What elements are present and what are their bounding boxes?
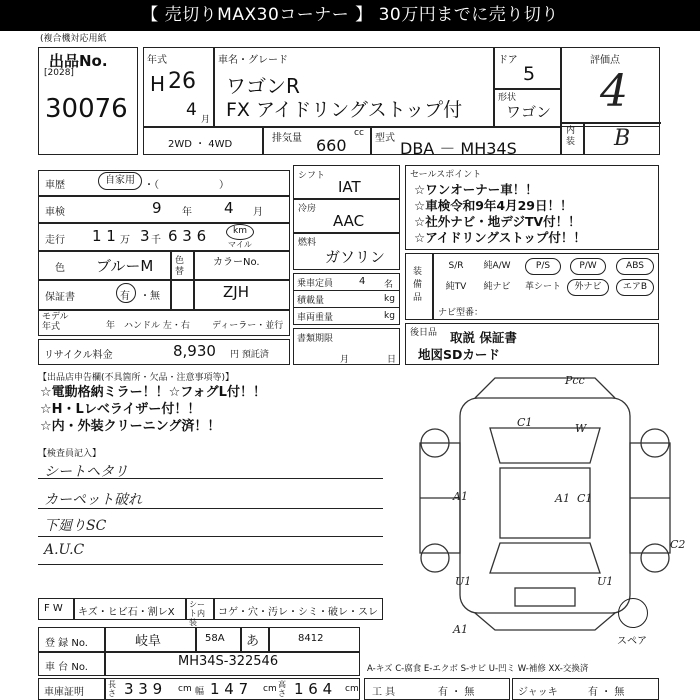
year-tag: [2028] <box>44 68 74 78</box>
mark-a1-rear: A1 <box>453 623 468 636</box>
history-label: 車歴 <box>45 180 65 191</box>
inspector-title: 【検査員記入】 <box>38 449 102 459</box>
capacity-unit: 名 <box>384 280 394 290</box>
equip-tv: 純TV <box>445 282 467 292</box>
width: 1 4 7 <box>210 680 249 698</box>
model-year-mark: 年 <box>106 321 116 331</box>
era: H <box>150 72 166 96</box>
navi-label: ナビ型番： <box>438 308 484 318</box>
note-3: ☆内・外装クリーニング済！！ <box>40 419 221 434</box>
rear-right-wheel <box>641 544 669 572</box>
cert-label: 車庫証明 <box>44 687 84 698</box>
reg-class: 58A <box>205 633 225 644</box>
doc-day: 日 <box>387 355 397 365</box>
mark-a1-right: A1 <box>555 492 570 505</box>
sales-title: セールスポイント <box>410 170 482 180</box>
dealer: ディーラー・並行 <box>212 321 284 331</box>
reg-pref: 岐阜 <box>135 634 162 649</box>
cc-unit: cc <box>354 128 364 138</box>
inspect-month-unit: 月 <box>253 207 263 218</box>
equip-navi: 純ナビ <box>483 282 511 292</box>
chassis: MH34S-322546 <box>178 654 279 669</box>
score-label: 評価点 <box>590 55 620 66</box>
car-diagram <box>405 368 695 638</box>
sub-note: (複合機対応用紙 <box>40 34 107 44</box>
doc-month: 月 <box>340 355 350 365</box>
tools-value: 有 ・ 無 <box>438 687 475 698</box>
front-bumper <box>475 378 615 398</box>
equip-pw: P/W <box>570 258 606 275</box>
equip-label: 装備品 <box>413 267 423 303</box>
doors: 5 <box>523 63 536 85</box>
handle: ハンドル 左・右 <box>124 321 190 331</box>
length-unit: cm <box>178 684 192 694</box>
left-table <box>38 170 290 310</box>
weight-label: 車両重量 <box>297 313 334 323</box>
reg-kana: あ <box>246 634 260 649</box>
mark-u1-right: U1 <box>597 575 614 588</box>
sen-unit: 千 <box>151 235 161 246</box>
score: 4 <box>600 66 628 117</box>
model-year-label: モデル年式 <box>42 312 69 332</box>
doc-label: 書類期限 <box>297 334 334 344</box>
km-unit: km <box>233 226 247 236</box>
rear-value: 取説 保証書 <box>450 330 517 345</box>
reg-label: 登 録 No. <box>45 638 88 649</box>
fuel-label: 燃料 <box>298 238 317 248</box>
warranty-yes: 有 <box>120 291 130 302</box>
warranty-label: 保証書 <box>45 292 75 303</box>
lot-number: 30076 <box>45 94 128 124</box>
load-label: 積載量 <box>297 296 325 306</box>
length: 3 3 9 <box>124 680 163 698</box>
month: 4 <box>186 100 197 120</box>
fuel: ガソリン <box>325 248 386 266</box>
inspect-year: 9 <box>152 199 162 217</box>
fw-text: キズ・ヒビ石・割レX <box>78 607 175 618</box>
equip-sr: S/R <box>448 261 464 271</box>
inspect-year-unit: 年 <box>182 207 192 218</box>
mile-unit: マイル <box>228 240 252 249</box>
history-rest: ・（ ） <box>144 180 229 191</box>
ac-label: 冷房 <box>298 204 317 214</box>
lot-label: 出品No. <box>49 52 108 70</box>
jack-value: 有 ・ 無 <box>588 687 625 698</box>
inspect-month: 4 <box>224 199 234 217</box>
model: DBA － MH34S <box>400 139 517 158</box>
history-value: 自家用 <box>98 172 142 190</box>
fw-label: F W <box>44 603 63 614</box>
inspector-note-4: A.U.C <box>44 542 85 558</box>
equip-leather: 革シート <box>524 282 561 292</box>
mileage-label: 走行 <box>45 235 65 246</box>
recycle-label: リサイクル料金 <box>44 350 113 361</box>
tools-label: 工 具 <box>372 687 396 698</box>
equip-ps: P/S <box>525 258 561 275</box>
note-2: ☆H・Lレベライザー付！！ <box>40 402 201 417</box>
lot-box <box>38 47 138 155</box>
inspector-note-3: 下廻りSC <box>44 518 107 534</box>
mark-c1-roof: C1 <box>517 416 533 429</box>
capacity: 4 <box>359 276 366 287</box>
displacement: 660 <box>316 136 347 155</box>
drive: 2WD ・ 4WD <box>168 139 233 150</box>
mark-u1-left: U1 <box>455 575 472 588</box>
width-unit: cm <box>263 684 277 694</box>
door-label: ドア <box>498 55 518 66</box>
equip-aw: 純A/W <box>483 261 511 271</box>
mark-c1-right: C1 <box>577 492 593 505</box>
height: 1 6 4 <box>294 680 333 698</box>
chassis-label: 車 台 No. <box>45 662 88 673</box>
grade: FX アイドリングストップ付 <box>226 99 463 121</box>
man-unit: 万 <box>120 235 130 246</box>
color-no: ZJH <box>223 283 249 301</box>
rear-window <box>490 543 600 573</box>
car-name: ワゴンR <box>226 74 300 98</box>
seat-text: コゲ・穴・汚レ・シミ・破レ・スレ <box>218 607 378 618</box>
spare-label: スペア <box>617 636 647 647</box>
shift: IAT <box>338 178 361 196</box>
shape-label: 形状 <box>498 93 517 103</box>
weight-unit: kg <box>384 311 395 321</box>
equip-airbag: エアB <box>616 279 654 296</box>
recycle-value: 8,930 <box>173 342 216 360</box>
mark-pcc: Pcc <box>565 374 585 387</box>
height-unit: cm <box>345 684 359 694</box>
rear-value-2: 地図SDカード <box>418 347 500 362</box>
ac: AAC <box>333 212 365 230</box>
interior-label: 内装 <box>566 126 576 147</box>
shape: ワゴン <box>506 103 552 121</box>
interior: B <box>614 126 631 151</box>
warranty-no: ・無 <box>140 291 160 302</box>
reg-num: 8412 <box>298 633 324 644</box>
color-value: ブルーM <box>96 257 154 275</box>
inspect-label: 車検 <box>45 207 65 218</box>
month-unit: 月 <box>201 115 211 125</box>
length-label: 長さ <box>108 680 116 698</box>
rear-label: 後日品 <box>410 328 438 338</box>
banner: 【 売切りMAX30コーナー 】 30万円までに売り切り <box>0 0 700 31</box>
disp-label: 排気量 <box>272 133 302 144</box>
sales-point-1: ☆ワンオーナー車！！ <box>414 182 538 197</box>
seat-label: シート内装 <box>189 600 205 627</box>
spare-circle <box>618 598 648 628</box>
equip-abs: ABS <box>616 258 654 275</box>
notes-title: 【出品店申告欄(不具箇所・欠品・注意事項等)】 <box>38 373 235 383</box>
sales-point-3: ☆社外ナビ・地デジTV付！！ <box>414 214 581 229</box>
rear-plate <box>515 588 575 606</box>
load-unit: kg <box>384 294 395 304</box>
equip-ext-navi: 外ナビ <box>567 279 609 296</box>
name-label: 車名・グレード <box>218 55 288 66</box>
color-label: 色 <box>55 263 65 274</box>
legend: A-キズ C-腐食 E-エクボ S-サビ U-凹ミ W-補修 XX-交換済 <box>367 664 589 674</box>
sales-point-4: ☆アイドリングストップ付！！ <box>414 230 586 245</box>
capacity-label: 乗車定員 <box>297 279 334 289</box>
mileage-rest: 6 3 6 <box>168 227 207 245</box>
inspector-note-2: カーペット破れ <box>44 492 142 508</box>
mileage-man: 1 1 <box>92 227 116 245</box>
recycle-unit: 円 預託済 <box>230 350 269 360</box>
height-label: 高さ <box>278 680 286 698</box>
rear-bumper <box>475 613 615 630</box>
color-no-label: カラーNo. <box>213 257 260 268</box>
mileage-sen: 3 <box>140 227 150 245</box>
shift-label: シフト <box>298 171 326 181</box>
nenshiki-label: 年式 <box>147 55 167 66</box>
inspector-note-1: シートヘタリ <box>44 464 128 480</box>
jack-label: ジャッキ <box>518 687 558 698</box>
model-label: 型式 <box>375 133 395 144</box>
mark-a1-left: A1 <box>453 490 468 503</box>
mark-w: W <box>575 422 587 435</box>
sales-point-2: ☆車検令和9年4月29日！！ <box>414 198 573 213</box>
note-1: ☆電動格納ミラー！！☆フォグL付！！ <box>40 385 266 400</box>
mark-c2: C2 <box>670 538 686 551</box>
width-label: 幅 <box>195 687 205 697</box>
rear-left-wheel <box>421 544 449 572</box>
color-change-label: 色替 <box>175 256 185 277</box>
year: 26 <box>168 69 196 94</box>
